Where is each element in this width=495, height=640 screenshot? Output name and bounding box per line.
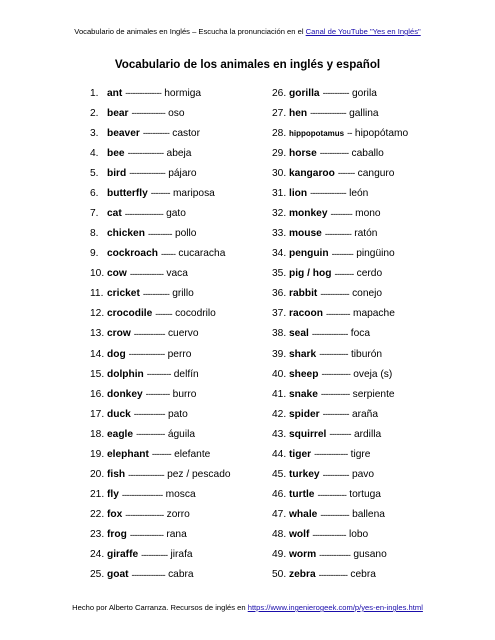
- dash-separator: -----------: [141, 549, 168, 560]
- spanish-word: araña: [351, 408, 379, 420]
- vocab-number: 5.: [90, 167, 99, 179]
- english-word: rabbit: [289, 288, 318, 300]
- vocab-number: 1.: [90, 87, 99, 99]
- dash-separator: -------------: [319, 549, 351, 560]
- english-word: horse: [289, 147, 317, 159]
- spanish-word: serpiente: [352, 388, 395, 400]
- dash-separator: ------------: [320, 288, 350, 299]
- dash-separator: -------------: [133, 409, 165, 420]
- vocab-number: 6.: [90, 187, 99, 199]
- english-word: fox: [107, 509, 123, 521]
- vocab-row: [90, 525, 231, 545]
- dash-separator: -------: [337, 168, 355, 179]
- spanish-word: oveja (s): [353, 368, 393, 380]
- english-word: bee: [107, 147, 125, 159]
- dash-separator: ---------------: [129, 168, 166, 179]
- vocab-row: [90, 123, 231, 143]
- vocab-number: 10.: [90, 268, 105, 280]
- vocab-number: 34.: [272, 248, 287, 260]
- vocab-number: 31.: [272, 187, 287, 199]
- vocab-row: [272, 545, 408, 565]
- english-word: frog: [107, 529, 127, 541]
- spanish-word: pájaro: [168, 167, 197, 179]
- vocab-number: 39.: [272, 348, 287, 360]
- dash-separator: -------------: [133, 328, 165, 339]
- vocab-row: [272, 384, 408, 404]
- vocab-number: 41.: [272, 388, 287, 400]
- vocab-number: 37.: [272, 308, 287, 320]
- dash-separator: ----------: [146, 369, 171, 380]
- spanish-word: cocodrilo: [175, 308, 216, 320]
- vocab-number: 30.: [272, 167, 287, 179]
- spanish-word: zorro: [166, 509, 190, 521]
- spanish-word: burro: [172, 388, 197, 400]
- vocab-number: 27.: [272, 107, 287, 119]
- english-word: cricket: [107, 288, 140, 300]
- dash-separator: -------: [155, 308, 173, 319]
- dash-separator: -----------: [142, 288, 170, 299]
- english-word: bird: [107, 167, 127, 179]
- english-word: shark: [289, 348, 317, 360]
- english-word: wolf: [289, 529, 310, 541]
- english-word: pig / hog: [289, 268, 332, 280]
- dash-separator: -----------: [322, 88, 349, 99]
- vocab-number: 43.: [272, 428, 287, 440]
- vocab-number: 17.: [90, 408, 105, 420]
- vocab-number: 45.: [272, 469, 287, 481]
- vocab-row: [272, 565, 408, 585]
- spanish-word: oso: [168, 107, 185, 119]
- youtube-channel-link[interactable]: Canal de YouTube "Yes en Inglés": [305, 27, 421, 36]
- vocab-row: [90, 183, 231, 203]
- spanish-word: castor: [172, 127, 200, 139]
- english-word: spider: [289, 408, 320, 420]
- vocab-row: [90, 83, 231, 103]
- spanish-word: canguro: [357, 167, 395, 179]
- vocab-number: 28.: [272, 127, 287, 139]
- spanish-word: gusano: [353, 549, 387, 561]
- vocab-row: [90, 464, 231, 484]
- spanish-word: ratón: [354, 228, 378, 240]
- vocab-number: 9.: [90, 248, 99, 260]
- spanish-word: rana: [166, 529, 187, 541]
- footer-text: Hecho por Alberto Carranza. Recursos de inglés en: [72, 603, 246, 612]
- english-word: fly: [107, 489, 119, 501]
- english-word: zebra: [289, 569, 316, 581]
- vocab-row: [90, 364, 231, 384]
- vocab-number: 32.: [272, 208, 287, 219]
- dash-separator: ---------: [329, 429, 351, 440]
- spanish-word: cerdo: [356, 268, 383, 280]
- vocab-number: 40.: [272, 368, 287, 380]
- vocab-number: 11.: [90, 288, 104, 300]
- vocab-row: [272, 244, 408, 264]
- spanish-word: cucaracha: [178, 248, 226, 260]
- vocab-row: [90, 404, 231, 424]
- vocab-row: [272, 424, 408, 444]
- vocab-row: [272, 83, 408, 103]
- english-word: cat: [107, 208, 122, 219]
- dash-separator: ---------------: [128, 469, 165, 480]
- english-word: chicken: [107, 228, 145, 240]
- vocab-number: 8.: [90, 228, 99, 240]
- dash-separator: --------: [334, 268, 354, 279]
- vocab-row: [272, 123, 408, 143]
- spanish-word: conejo: [352, 288, 383, 300]
- english-word: whale: [289, 509, 318, 521]
- vocab-row: [90, 505, 231, 525]
- dash-separator: ------------: [319, 148, 349, 159]
- spanish-word: jirafa: [170, 549, 193, 561]
- page-footer: [0, 603, 495, 612]
- vocab-number: 29.: [272, 147, 287, 159]
- dash-separator: ------: [160, 248, 176, 259]
- spanish-word: pavo: [351, 469, 375, 481]
- vocab-number: 20.: [90, 469, 105, 481]
- english-word: squirrel: [289, 428, 327, 440]
- vocab-row: [272, 304, 408, 324]
- dash-separator: ----------: [325, 308, 350, 319]
- spanish-word: hormiga: [164, 87, 202, 99]
- vocab-number: 33.: [272, 228, 287, 240]
- vocab-row: [90, 424, 231, 444]
- vocab-row: [272, 183, 408, 203]
- spanish-word: pollo: [174, 228, 197, 240]
- spanish-word: pez / pescado: [167, 469, 231, 481]
- english-word: cow: [107, 268, 127, 280]
- english-word: worm: [289, 549, 317, 561]
- english-word: tiger: [289, 448, 312, 460]
- vocab-row: [272, 203, 408, 223]
- vocab-row: [272, 284, 408, 304]
- dash-separator: ---------------: [125, 88, 162, 99]
- vocab-row: [90, 304, 231, 324]
- spanish-word: vaca: [166, 268, 188, 280]
- spanish-word: cuervo: [167, 328, 199, 340]
- vocab-number: 2.: [90, 107, 99, 119]
- vocab-row: [272, 505, 408, 525]
- vocab-row: [90, 244, 231, 264]
- english-word: ant: [107, 87, 123, 99]
- dash-separator: --------: [150, 188, 170, 199]
- spanish-word: cabra: [168, 569, 194, 581]
- vocab-row: [90, 545, 231, 565]
- english-word: giraffe: [107, 549, 139, 561]
- vocab-row: [90, 384, 231, 404]
- dash-separator: ----------: [147, 228, 172, 239]
- dash-separator: --------------: [314, 449, 348, 460]
- english-word: butterfly: [107, 187, 148, 199]
- vocab-row: [272, 103, 408, 123]
- header-text: Vocabulario de animales en Inglés – Escucha la pronunciación en el: [74, 27, 304, 36]
- spanish-word: ardilla: [353, 428, 382, 440]
- dash-separator: ----------------: [124, 208, 164, 219]
- vocab-row: [272, 485, 408, 505]
- vocab-row: [90, 565, 231, 585]
- vocab-row: [90, 444, 231, 464]
- spanish-word: león: [349, 187, 369, 199]
- vocab-row: [272, 344, 408, 364]
- dash-separator: --------------: [312, 529, 346, 540]
- vocab-row: [272, 464, 408, 484]
- vocab-row: [272, 525, 408, 545]
- vocab-number: 4.: [90, 147, 99, 159]
- english-word: goat: [107, 569, 129, 581]
- vocab-number: 35.: [272, 268, 287, 280]
- vocab-number: 38.: [272, 328, 287, 340]
- vocab-row: [90, 264, 231, 284]
- spanish-word: lobo: [348, 529, 369, 541]
- vocab-row: [90, 103, 231, 123]
- dash-separator: ---------: [330, 208, 353, 219]
- resources-link[interactable]: https://www.ingenierogeek.com/p/yes-en-ingles.html: [247, 603, 423, 612]
- english-word: kangaroo: [289, 167, 335, 179]
- spanish-word: foca: [350, 328, 371, 340]
- english-word: snake: [289, 388, 318, 400]
- dash-separator: ------------: [317, 489, 347, 500]
- vocab-number: 7.: [90, 208, 99, 219]
- vocab-number: 12.: [90, 308, 105, 320]
- dash-separator: --: [347, 128, 352, 139]
- dash-separator: -----------: [142, 128, 170, 139]
- dash-separator: ------------: [318, 569, 348, 580]
- dash-separator: -----------: [322, 409, 349, 420]
- english-word: hen: [289, 107, 308, 119]
- english-word: lion: [289, 187, 308, 199]
- dash-separator: --------------: [129, 529, 164, 540]
- spanish-word: gallina: [349, 107, 379, 119]
- vocab-number: 21.: [90, 489, 105, 501]
- dash-separator: ------------: [320, 389, 350, 400]
- english-word: monkey: [289, 208, 328, 219]
- spanish-word: delfín: [173, 368, 199, 380]
- spanish-word: cebra: [350, 569, 376, 581]
- spanish-word: elefante: [174, 448, 211, 460]
- english-word: racoon: [289, 308, 323, 320]
- vocab-row: [90, 203, 231, 223]
- dash-separator: ----------------: [125, 509, 164, 520]
- spanish-word: perro: [167, 348, 192, 360]
- dash-separator: --------------: [129, 268, 164, 279]
- vocab-row: [90, 143, 231, 163]
- spanish-word: tiburón: [350, 348, 383, 360]
- vocab-number: 13.: [90, 328, 105, 340]
- dash-separator: --------------: [131, 569, 166, 580]
- spanish-word: ballena: [352, 509, 385, 521]
- vocab-number: 14.: [90, 348, 105, 360]
- english-word: beaver: [107, 127, 140, 139]
- dash-separator: -----------------: [121, 489, 163, 500]
- english-word: gorilla: [289, 87, 320, 99]
- vocab-number: 50.: [272, 569, 287, 581]
- vocab-number: 15.: [90, 368, 105, 380]
- spanish-word: mariposa: [172, 187, 215, 199]
- vocab-row: [90, 224, 231, 244]
- english-word: eagle: [107, 428, 134, 440]
- dash-separator: ------------: [136, 429, 165, 440]
- spanish-word: abeja: [166, 147, 192, 159]
- spanish-word: hipopótamo: [354, 127, 409, 139]
- vocab-number: 36.: [272, 288, 287, 300]
- english-word: seal: [289, 328, 309, 340]
- spanish-word: caballo: [351, 147, 384, 159]
- spanish-word: mosca: [165, 489, 196, 501]
- vocab-row: [90, 284, 231, 304]
- dash-separator: -----------: [322, 469, 349, 480]
- vocab-row: [90, 163, 231, 183]
- spanish-word: tigre: [350, 448, 371, 460]
- spanish-word: mapache: [352, 308, 395, 320]
- english-word: turtle: [289, 489, 315, 501]
- english-word: sheep: [289, 368, 319, 380]
- spanish-word: gorila: [351, 87, 377, 99]
- vocab-number: 25.: [90, 569, 105, 581]
- page-header: [0, 27, 495, 36]
- english-word: crow: [107, 328, 131, 340]
- spanish-word: gato: [166, 208, 186, 219]
- vocab-number: 48.: [272, 529, 287, 541]
- dash-separator: ---------------: [128, 349, 165, 360]
- vocab-row: [272, 364, 408, 384]
- vocab-row: [90, 485, 231, 505]
- vocab-column-right: [272, 83, 408, 585]
- vocab-row: [272, 264, 408, 284]
- english-word: bear: [107, 107, 129, 119]
- english-word: dog: [107, 348, 126, 360]
- dash-separator: ---------: [331, 248, 354, 259]
- dash-separator: ------------: [320, 509, 350, 520]
- dash-separator: ---------------: [311, 328, 348, 339]
- vocab-row: [272, 163, 408, 183]
- dash-separator: ---------------: [310, 108, 347, 119]
- vocab-row: [272, 143, 408, 163]
- vocab-number: 23.: [90, 529, 105, 541]
- dash-separator: ------------: [319, 349, 348, 360]
- dash-separator: -----------: [324, 228, 352, 239]
- english-word: dolphin: [107, 368, 144, 380]
- spanish-word: grillo: [172, 288, 194, 300]
- dash-separator: --------: [151, 449, 172, 460]
- dash-separator: ------------: [321, 369, 351, 380]
- vocab-row: [272, 404, 408, 424]
- vocab-number: 42.: [272, 408, 287, 420]
- english-word: hippopotamus: [289, 128, 345, 138]
- vocab-number: 19.: [90, 448, 105, 460]
- english-word: penguin: [289, 248, 329, 260]
- vocab-number: 26.: [272, 87, 287, 99]
- vocab-row: [272, 224, 408, 244]
- vocab-row: [272, 444, 408, 464]
- dash-separator: ---------------: [310, 188, 347, 199]
- spanish-word: tortuga: [349, 489, 381, 501]
- english-word: mouse: [289, 228, 322, 240]
- page-title: Vocabulario de los animales en inglés y español: [114, 58, 381, 71]
- spanish-word: mono: [355, 208, 381, 219]
- vocab-row: [272, 324, 408, 344]
- vocab-row: [90, 324, 231, 344]
- vocab-number: 22.: [90, 509, 105, 521]
- spanish-word: águila: [167, 428, 196, 440]
- english-word: crocodile: [107, 308, 153, 320]
- vocab-number: 3.: [90, 127, 99, 139]
- vocab-number: 24.: [90, 549, 105, 561]
- english-word: elephant: [107, 448, 149, 460]
- spanish-word: pingüino: [356, 248, 395, 260]
- english-word: cockroach: [107, 248, 158, 260]
- vocab-number: 49.: [272, 549, 287, 561]
- dash-separator: ----------: [145, 389, 170, 400]
- spanish-word: pato: [167, 408, 188, 420]
- english-word: duck: [107, 408, 131, 420]
- english-word: donkey: [107, 388, 143, 400]
- english-word: turkey: [289, 469, 320, 481]
- vocab-number: 46.: [272, 489, 287, 501]
- vocab-row: [90, 344, 231, 364]
- vocab-number: 18.: [90, 428, 105, 440]
- english-word: fish: [107, 469, 126, 481]
- vocab-number: 44.: [272, 448, 287, 460]
- vocab-number: 16.: [90, 388, 105, 400]
- vocab-number: 47.: [272, 509, 287, 521]
- dash-separator: --------------: [131, 108, 166, 119]
- dash-separator: ---------------: [127, 148, 164, 159]
- vocab-column-left: [90, 83, 231, 585]
